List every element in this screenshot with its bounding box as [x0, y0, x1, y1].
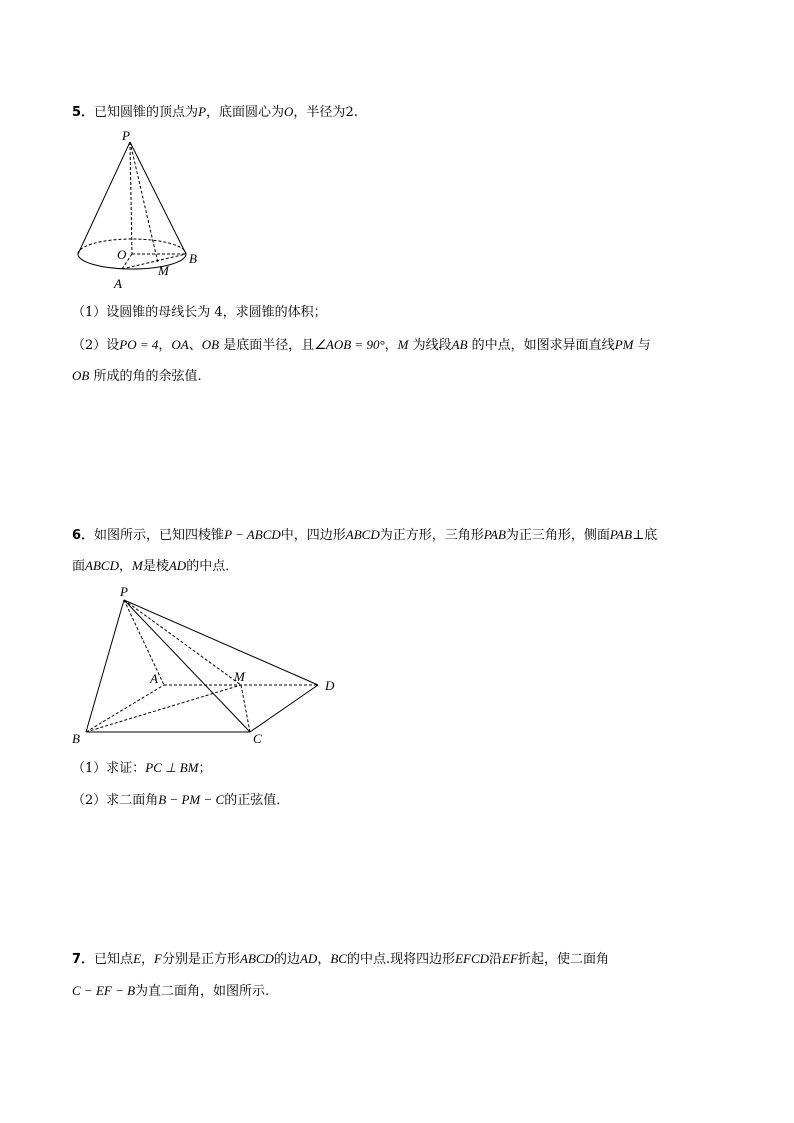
edge-pa: [124, 600, 164, 685]
text: （1）求证：: [72, 761, 146, 776]
text: （2）求二面角: [72, 793, 159, 808]
math-ad: AD: [168, 558, 187, 573]
pyramid-figure: [66, 582, 356, 750]
math-pc-perp-bm: PC ⊥ BM: [145, 760, 199, 775]
cone-side-right: [130, 142, 186, 254]
text: 已知圆锥的顶点为: [94, 105, 199, 120]
text: 是底面半径，且: [219, 338, 315, 353]
problem-7-number: 7．: [72, 952, 95, 967]
math-p: P: [198, 104, 207, 119]
math-angle: ∠AOB = 90°: [314, 337, 385, 352]
math-dihedral: C − EF − B: [72, 983, 136, 998]
text: 为正三角形，侧面: [505, 528, 610, 543]
math-ef: EF: [502, 951, 518, 966]
text: 的正弦值．: [224, 793, 290, 808]
text: 所成的角的余弦值.: [89, 369, 202, 384]
text: ；: [198, 761, 212, 776]
text: ，: [384, 338, 398, 353]
text: 是棱: [142, 559, 169, 574]
math-pyramid: P − ABCD: [224, 527, 281, 542]
segment-mc: [241, 685, 250, 732]
label-m: M: [234, 669, 245, 684]
problem-5-stem: [72, 103, 358, 122]
text: ，: [317, 952, 331, 967]
label-a: A: [114, 276, 122, 291]
text: 为正方形，三角形: [379, 528, 484, 543]
text: 已知点: [94, 952, 134, 967]
math-pm: PM: [614, 337, 634, 352]
text: 的边: [273, 952, 300, 967]
math-abcd: ABCD: [85, 558, 119, 573]
math-e: E: [133, 951, 142, 966]
problem-6-q1: [72, 759, 212, 778]
label-p: P: [120, 584, 128, 599]
math-po-eq: PO = 4: [119, 337, 159, 352]
text: 分别是正方形: [161, 952, 240, 967]
text: 的中点，如图求异面直线: [467, 338, 615, 353]
label-b: B: [189, 251, 197, 266]
problem-5-q2-line2: [72, 367, 202, 386]
segment-bm: [86, 685, 241, 732]
text: 中，四边形: [280, 528, 346, 543]
text: 为直二面角，如图所示.: [135, 984, 270, 999]
text: ⊥底: [632, 528, 658, 543]
height-po: [130, 142, 132, 254]
text: ，: [141, 952, 155, 967]
math-dihedral: B − PM − C: [158, 792, 225, 807]
text: ，半径为: [293, 105, 346, 120]
problem-5-q2-line1: [72, 336, 651, 355]
math-ad: AD: [299, 951, 318, 966]
text: 的中点．: [186, 559, 239, 574]
segment-pm: [130, 142, 158, 263]
problem-6-stem-line1: [72, 526, 657, 545]
math-oa: OA: [171, 337, 189, 352]
math-o: O: [284, 104, 294, 119]
text: ，: [118, 559, 132, 574]
text: （2）设: [72, 338, 120, 353]
math-pab: PAB: [609, 527, 633, 542]
text: ，底面圆心为: [206, 105, 285, 120]
problem-7-stem-line1: [72, 950, 609, 969]
text: 与: [633, 338, 651, 353]
label-c: C: [253, 731, 262, 746]
math-pab: PAB: [483, 527, 506, 542]
text: ，: [158, 338, 172, 353]
chord-ab: [122, 254, 186, 269]
math-ab: AB: [451, 337, 468, 352]
label-p: P: [122, 128, 130, 143]
edge-cd: [250, 685, 318, 732]
cone-side-left: [78, 142, 130, 254]
label-m: M: [158, 263, 169, 278]
text: 为线段: [408, 338, 452, 353]
label-b: B: [72, 731, 80, 746]
math-bc: BC: [330, 951, 347, 966]
cone-base-back: [78, 239, 186, 254]
math-efcd: EFCD: [455, 951, 490, 966]
label-d: D: [325, 678, 335, 693]
math-m: M: [131, 558, 143, 573]
label-a: A: [150, 671, 158, 686]
math-ob: OB: [72, 368, 90, 383]
text: 的中点.现将四边形: [346, 952, 456, 967]
radius-value: 2.: [345, 105, 358, 120]
math-abcd: ABCD: [240, 951, 274, 966]
edge-pc: [124, 600, 250, 732]
math-f: F: [154, 951, 162, 966]
cone-figure: [70, 126, 210, 294]
text: 如图所示，已知四棱锥: [94, 528, 225, 543]
problem-7-stem-line2: [72, 982, 269, 1001]
problem-6-number: 6．: [72, 528, 95, 543]
problem-6-stem-line2: [72, 557, 238, 576]
text: 折起，使二面角: [517, 952, 609, 967]
problem-5-q1: （1）设圆锥的母线长为 4，求圆锥的体积；: [72, 305, 327, 320]
text: 面: [72, 559, 86, 574]
segment-pm: [124, 600, 241, 685]
math-abcd: ABCD: [345, 527, 380, 542]
text: 、: [188, 338, 202, 353]
text: 沿: [489, 952, 503, 967]
math-ob: OB: [201, 337, 220, 352]
problem-6-q2: [72, 791, 289, 810]
math-m: M: [397, 337, 409, 352]
problem-5-number: 5．: [72, 105, 95, 120]
label-o: O: [117, 247, 127, 262]
